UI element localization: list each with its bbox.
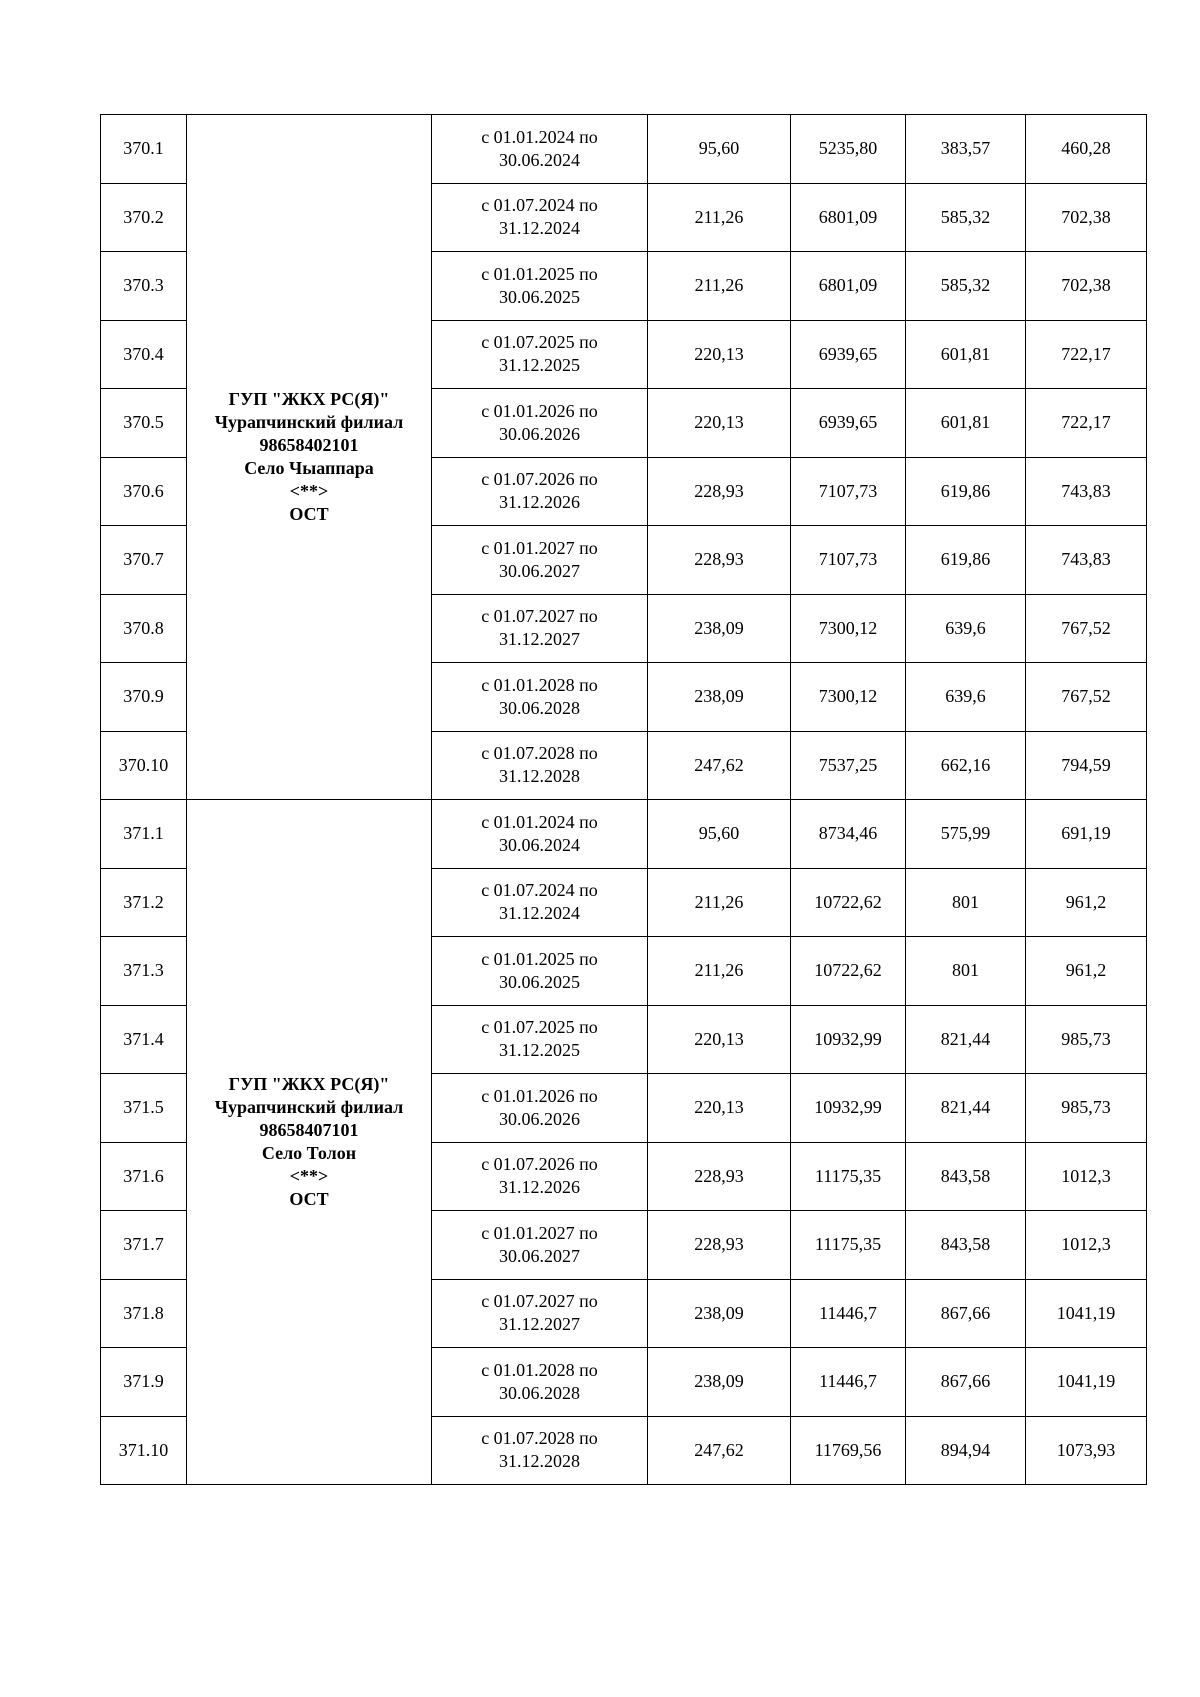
period-line: с 01.01.2026 по bbox=[481, 400, 598, 421]
period-line: 30.06.2026 bbox=[499, 1108, 580, 1129]
period-cell bbox=[432, 183, 648, 252]
period-line: 31.12.2024 bbox=[499, 903, 580, 924]
value-cell-4: 1012,3 bbox=[1026, 1142, 1147, 1211]
period-cell bbox=[432, 800, 648, 869]
value-cell-4: 722,17 bbox=[1026, 389, 1147, 458]
period-line: с 01.07.2028 по bbox=[481, 743, 598, 764]
value-cell-3: 639,6 bbox=[906, 663, 1026, 732]
period-line: с 01.01.2028 по bbox=[481, 674, 598, 695]
value-cell-2: 6801,09 bbox=[791, 252, 906, 321]
value-cell-1: 211,26 bbox=[648, 937, 791, 1006]
value-cell-1: 220,13 bbox=[648, 1074, 791, 1143]
value-cell-3: 585,32 bbox=[906, 252, 1026, 321]
value-cell-1: 211,26 bbox=[648, 868, 791, 937]
value-cell-3: 601,81 bbox=[906, 389, 1026, 458]
organization-line: Чурапчинский филиал bbox=[214, 1097, 404, 1117]
period-line: с 01.07.2026 по bbox=[481, 469, 598, 490]
value-cell-2: 6801,09 bbox=[791, 183, 906, 252]
value-cell-3: 619,86 bbox=[906, 457, 1026, 526]
period-line: с 01.01.2027 по bbox=[481, 1222, 598, 1243]
value-cell-4: 743,83 bbox=[1026, 457, 1147, 526]
period-line: 30.06.2026 bbox=[499, 423, 580, 444]
period-line: с 01.07.2024 по bbox=[481, 880, 598, 901]
value-cell-2: 10722,62 bbox=[791, 937, 906, 1006]
period-line: с 01.07.2024 по bbox=[481, 195, 598, 216]
period-line: с 01.07.2027 по bbox=[481, 606, 598, 627]
table-row bbox=[101, 115, 1147, 184]
period-line: с 01.01.2025 по bbox=[481, 948, 598, 969]
value-cell-4: 460,28 bbox=[1026, 115, 1147, 184]
period-cell bbox=[432, 252, 648, 321]
period-line: 30.06.2027 bbox=[499, 1245, 580, 1266]
value-cell-2: 7537,25 bbox=[791, 731, 906, 800]
value-cell-1: 228,93 bbox=[648, 1211, 791, 1280]
period-cell bbox=[432, 594, 648, 663]
value-cell-3: 843,58 bbox=[906, 1211, 1026, 1280]
value-cell-2: 11175,35 bbox=[791, 1142, 906, 1211]
row-number-cell: 371.6 bbox=[101, 1142, 187, 1211]
row-number-cell: 370.4 bbox=[101, 320, 187, 389]
organization-line: ГУП "ЖКХ РС(Я)" bbox=[228, 389, 390, 409]
value-cell-4: 702,38 bbox=[1026, 252, 1147, 321]
period-cell bbox=[432, 1348, 648, 1417]
row-number-cell: 370.1 bbox=[101, 115, 187, 184]
value-cell-4: 743,83 bbox=[1026, 526, 1147, 595]
row-number-cell: 370.5 bbox=[101, 389, 187, 458]
period-cell bbox=[432, 868, 648, 937]
value-cell-4: 691,19 bbox=[1026, 800, 1147, 869]
value-cell-2: 11175,35 bbox=[791, 1211, 906, 1280]
value-cell-4: 767,52 bbox=[1026, 594, 1147, 663]
value-cell-4: 1073,93 bbox=[1026, 1416, 1147, 1485]
value-cell-4: 985,73 bbox=[1026, 1074, 1147, 1143]
value-cell-3: 619,86 bbox=[906, 526, 1026, 595]
period-line: 31.12.2025 bbox=[499, 1040, 580, 1061]
row-number-cell: 371.8 bbox=[101, 1279, 187, 1348]
value-cell-3: 639,6 bbox=[906, 594, 1026, 663]
value-cell-3: 585,32 bbox=[906, 183, 1026, 252]
value-cell-1: 247,62 bbox=[648, 731, 791, 800]
value-cell-3: 843,58 bbox=[906, 1142, 1026, 1211]
row-number-cell: 370.2 bbox=[101, 183, 187, 252]
organization-line: Чурапчинский филиал bbox=[214, 412, 404, 432]
organization-cell bbox=[187, 800, 432, 1485]
value-cell-1: 238,09 bbox=[648, 1279, 791, 1348]
period-line: с 01.01.2025 по bbox=[481, 263, 598, 284]
period-cell bbox=[432, 389, 648, 458]
value-cell-1: 238,09 bbox=[648, 1348, 791, 1417]
period-line: 31.12.2027 bbox=[499, 1314, 580, 1335]
period-line: с 01.01.2024 по bbox=[481, 811, 598, 832]
value-cell-3: 867,66 bbox=[906, 1348, 1026, 1417]
period-line: с 01.07.2025 по bbox=[481, 1017, 598, 1038]
value-cell-1: 220,13 bbox=[648, 1005, 791, 1074]
value-cell-2: 7300,12 bbox=[791, 663, 906, 732]
value-cell-4: 961,2 bbox=[1026, 868, 1147, 937]
period-cell bbox=[432, 937, 648, 1006]
value-cell-2: 8734,46 bbox=[791, 800, 906, 869]
value-cell-2: 7107,73 bbox=[791, 457, 906, 526]
value-cell-2: 11769,56 bbox=[791, 1416, 906, 1485]
value-cell-3: 575,99 bbox=[906, 800, 1026, 869]
value-cell-3: 867,66 bbox=[906, 1279, 1026, 1348]
period-line: 31.12.2027 bbox=[499, 629, 580, 650]
organization-line: Село Толон bbox=[261, 1143, 357, 1163]
period-line: 30.06.2027 bbox=[499, 560, 580, 581]
value-cell-1: 228,93 bbox=[648, 526, 791, 595]
period-line: 31.12.2025 bbox=[499, 355, 580, 376]
value-cell-3: 894,94 bbox=[906, 1416, 1026, 1485]
value-cell-1: 211,26 bbox=[648, 183, 791, 252]
period-line: с 01.01.2028 по bbox=[481, 1359, 598, 1380]
period-line: с 01.07.2026 по bbox=[481, 1154, 598, 1175]
value-cell-3: 821,44 bbox=[906, 1074, 1026, 1143]
organization-line: ОСТ bbox=[289, 504, 329, 524]
organization-line: 98658402101 bbox=[259, 435, 359, 455]
period-cell bbox=[432, 1416, 648, 1485]
value-cell-4: 961,2 bbox=[1026, 937, 1147, 1006]
period-line: 30.06.2024 bbox=[499, 834, 580, 855]
row-number-cell: 370.10 bbox=[101, 731, 187, 800]
tariff-table bbox=[100, 114, 1147, 1485]
row-number-cell: 371.9 bbox=[101, 1348, 187, 1417]
value-cell-2: 10932,99 bbox=[791, 1005, 906, 1074]
period-line: 30.06.2025 bbox=[499, 286, 580, 307]
period-line: 30.06.2028 bbox=[499, 697, 580, 718]
value-cell-2: 11446,7 bbox=[791, 1279, 906, 1348]
period-line: 30.06.2025 bbox=[499, 971, 580, 992]
value-cell-3: 821,44 bbox=[906, 1005, 1026, 1074]
table-body bbox=[101, 115, 1147, 1485]
period-line: с 01.01.2026 по bbox=[481, 1085, 598, 1106]
period-line: 31.12.2026 bbox=[499, 492, 580, 513]
period-line: 31.12.2024 bbox=[499, 218, 580, 239]
row-number-cell: 370.7 bbox=[101, 526, 187, 595]
row-number-cell: 371.5 bbox=[101, 1074, 187, 1143]
value-cell-3: 801 bbox=[906, 937, 1026, 1006]
value-cell-1: 228,93 bbox=[648, 457, 791, 526]
value-cell-4: 722,17 bbox=[1026, 320, 1147, 389]
row-number-cell: 370.9 bbox=[101, 663, 187, 732]
period-cell bbox=[432, 663, 648, 732]
row-number-cell: 371.1 bbox=[101, 800, 187, 869]
value-cell-3: 601,81 bbox=[906, 320, 1026, 389]
row-number-cell: 371.3 bbox=[101, 937, 187, 1006]
period-line: с 01.07.2025 по bbox=[481, 332, 598, 353]
table-row bbox=[101, 800, 1147, 869]
value-cell-4: 767,52 bbox=[1026, 663, 1147, 732]
value-cell-2: 10932,99 bbox=[791, 1074, 906, 1143]
period-line: 30.06.2024 bbox=[499, 149, 580, 170]
value-cell-4: 794,59 bbox=[1026, 731, 1147, 800]
value-cell-1: 228,93 bbox=[648, 1142, 791, 1211]
value-cell-2: 6939,65 bbox=[791, 320, 906, 389]
period-line: 30.06.2028 bbox=[499, 1382, 580, 1403]
row-number-cell: 370.3 bbox=[101, 252, 187, 321]
organization-line: ГУП "ЖКХ РС(Я)" bbox=[228, 1074, 390, 1094]
row-number-cell: 371.2 bbox=[101, 868, 187, 937]
value-cell-1: 238,09 bbox=[648, 594, 791, 663]
period-line: с 01.07.2027 по bbox=[481, 1291, 598, 1312]
value-cell-1: 247,62 bbox=[648, 1416, 791, 1485]
row-number-cell: 370.6 bbox=[101, 457, 187, 526]
value-cell-2: 6939,65 bbox=[791, 389, 906, 458]
period-cell bbox=[432, 1074, 648, 1143]
value-cell-3: 801 bbox=[906, 868, 1026, 937]
value-cell-4: 1041,19 bbox=[1026, 1279, 1147, 1348]
organization-line: ОСТ bbox=[289, 1189, 329, 1209]
period-line: с 01.07.2028 по bbox=[481, 1428, 598, 1449]
period-cell bbox=[432, 1211, 648, 1280]
period-line: 31.12.2028 bbox=[499, 766, 580, 787]
period-line: 31.12.2026 bbox=[499, 1177, 580, 1198]
period-cell bbox=[432, 320, 648, 389]
value-cell-2: 11446,7 bbox=[791, 1348, 906, 1417]
row-number-cell: 371.4 bbox=[101, 1005, 187, 1074]
period-cell bbox=[432, 115, 648, 184]
value-cell-1: 95,60 bbox=[648, 800, 791, 869]
period-cell bbox=[432, 1005, 648, 1074]
value-cell-4: 702,38 bbox=[1026, 183, 1147, 252]
value-cell-4: 985,73 bbox=[1026, 1005, 1147, 1074]
value-cell-1: 220,13 bbox=[648, 389, 791, 458]
organization-line: <**> bbox=[289, 481, 329, 501]
value-cell-1: 211,26 bbox=[648, 252, 791, 321]
organization-line: <**> bbox=[289, 1166, 329, 1186]
period-line: с 01.01.2027 по bbox=[481, 537, 598, 558]
value-cell-1: 238,09 bbox=[648, 663, 791, 732]
value-cell-4: 1041,19 bbox=[1026, 1348, 1147, 1417]
value-cell-2: 7107,73 bbox=[791, 526, 906, 595]
row-number-cell: 370.8 bbox=[101, 594, 187, 663]
value-cell-3: 662,16 bbox=[906, 731, 1026, 800]
period-cell bbox=[432, 526, 648, 595]
value-cell-1: 95,60 bbox=[648, 115, 791, 184]
organization-cell bbox=[187, 115, 432, 800]
value-cell-3: 383,57 bbox=[906, 115, 1026, 184]
organization-line: Село Чыаппара bbox=[244, 458, 374, 478]
period-cell bbox=[432, 1142, 648, 1211]
value-cell-2: 7300,12 bbox=[791, 594, 906, 663]
value-cell-4: 1012,3 bbox=[1026, 1211, 1147, 1280]
value-cell-2: 10722,62 bbox=[791, 868, 906, 937]
value-cell-2: 5235,80 bbox=[791, 115, 906, 184]
row-number-cell: 371.7 bbox=[101, 1211, 187, 1280]
row-number-cell: 371.10 bbox=[101, 1416, 187, 1485]
period-line: 31.12.2028 bbox=[499, 1451, 580, 1472]
period-cell bbox=[432, 1279, 648, 1348]
value-cell-1: 220,13 bbox=[648, 320, 791, 389]
period-line: с 01.01.2024 по bbox=[481, 126, 598, 147]
period-cell bbox=[432, 457, 648, 526]
organization-line: 98658407101 bbox=[259, 1120, 359, 1140]
period-cell bbox=[432, 731, 648, 800]
